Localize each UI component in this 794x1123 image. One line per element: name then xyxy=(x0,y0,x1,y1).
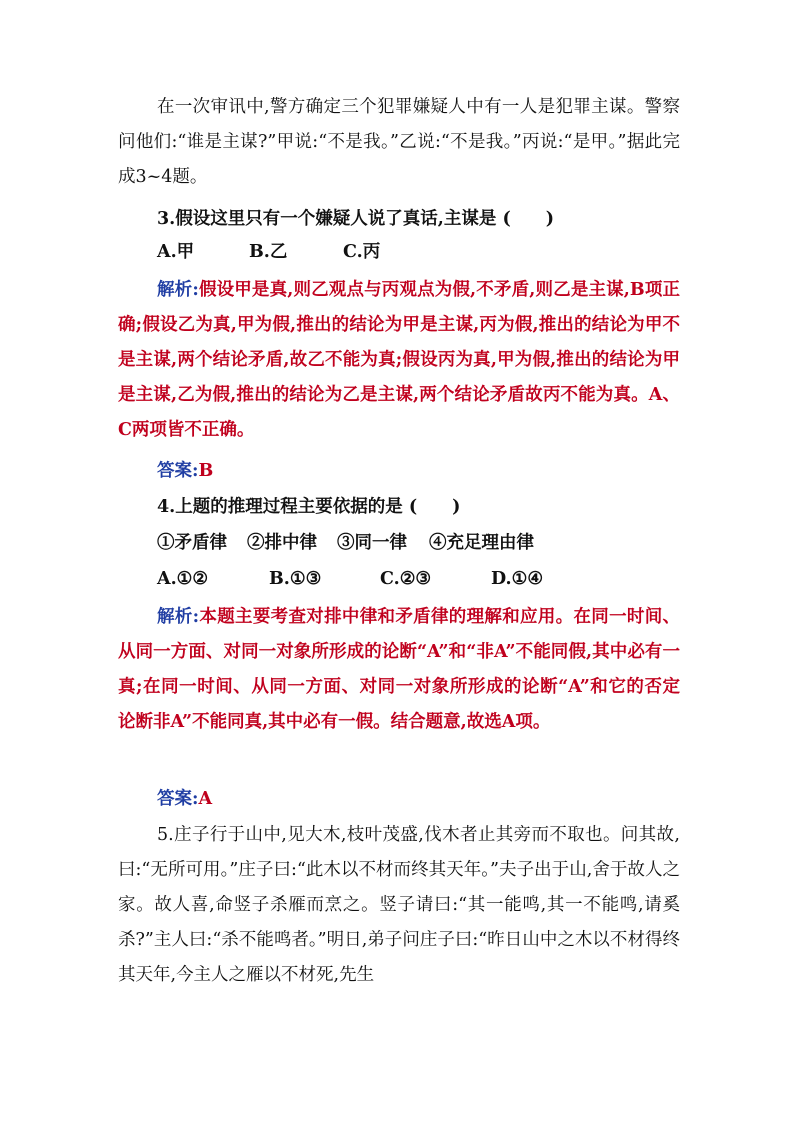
law-1: ①矛盾律 xyxy=(157,533,227,553)
question-3-answer-label: 答案: xyxy=(157,461,199,481)
intro-passage: 在一次审讯中,警方确定三个犯罪嫌疑人中有一人是犯罪主谋。警察问他们:“谁是主谋?”甲说:“不是我。”乙说:“不是我。”丙说:“是甲。”据此完成3~4题。 xyxy=(118,97,680,187)
question-3-stem: 3.假设这里只有一个嫌疑人说了真话,主谋是 ( ) xyxy=(157,209,555,229)
question-3-analysis xyxy=(118,273,680,448)
question-5-passage: 5.庄子行于山中,见大木,枝叶茂盛,伐木者止其旁而不取也。问其故,曰:“无所可用。”庄子曰:“此木以不材而终其天年。”夫子出于山,舍于故人之家。故人喜,命竖子杀雁而烹之。竖子请曰:“其一能鸣,其一不能鸣,请奚杀?”主人曰:“杀不能鸣者。”明日,弟子问庄子曰:“昨日山中之木以不材得终其天年,今主人之雁以不材死,先生 xyxy=(118,825,680,985)
law-4: ④充足理由律 xyxy=(429,533,534,553)
question-3-answer-value: B xyxy=(198,461,214,481)
question-3-option-b: B.乙 xyxy=(249,242,288,262)
question-4-option-b: B.①③ xyxy=(269,569,322,589)
law-2: ②排中律 xyxy=(247,533,317,553)
question-4-analysis-label: 解析: xyxy=(157,607,200,627)
question-3-analysis-label: 解析: xyxy=(157,280,199,300)
question-4-answer xyxy=(157,782,212,817)
question-4-analysis xyxy=(118,600,680,740)
question-4-stem: 4.上题的推理过程主要依据的是 ( ) xyxy=(157,497,461,517)
question-4-option-c: C.②③ xyxy=(380,569,432,589)
question-4-options xyxy=(157,562,543,597)
question-3-analysis-text: 假设甲是真,则乙观点与丙观点为假,不矛盾,则乙是主谋,B项正确;假设乙为真,甲为假,推出的结论为甲是主谋,丙为假,推出的结论为甲不是主谋,两个结论矛盾,故乙不能为真;假设丙为真,甲为假,推出的结论为甲是主谋,乙为假,推出的结论为乙是主谋,两个结论矛盾故丙不能为真。A、C两项皆不正确。 xyxy=(118,280,680,440)
law-3: ③同一律 xyxy=(337,533,407,553)
question-3-option-a: A.甲 xyxy=(157,242,195,262)
question-4-answer-label: 答案: xyxy=(157,789,199,809)
question-4-option-d: D.①④ xyxy=(491,569,544,589)
question-4-option-a: A.①② xyxy=(157,569,209,589)
question-4-answer-value: A xyxy=(198,789,213,809)
question-3-options xyxy=(157,235,380,270)
question-4-analysis-text: 本题主要考查对排中律和矛盾律的理解和应用。在同一时间、从同一方面、对同一对象所形成的论断“A”和“非A”不能同假,其中必有一真;在同一时间、从同一方面、对同一对象所形成的论断“A”和它的否定论断非A”不能同真,其中必有一假。结合题意,故选A项。 xyxy=(118,607,681,732)
question-4-laws xyxy=(157,526,534,561)
question-3-option-c: C.丙 xyxy=(343,242,381,262)
question-3-answer xyxy=(157,454,213,489)
